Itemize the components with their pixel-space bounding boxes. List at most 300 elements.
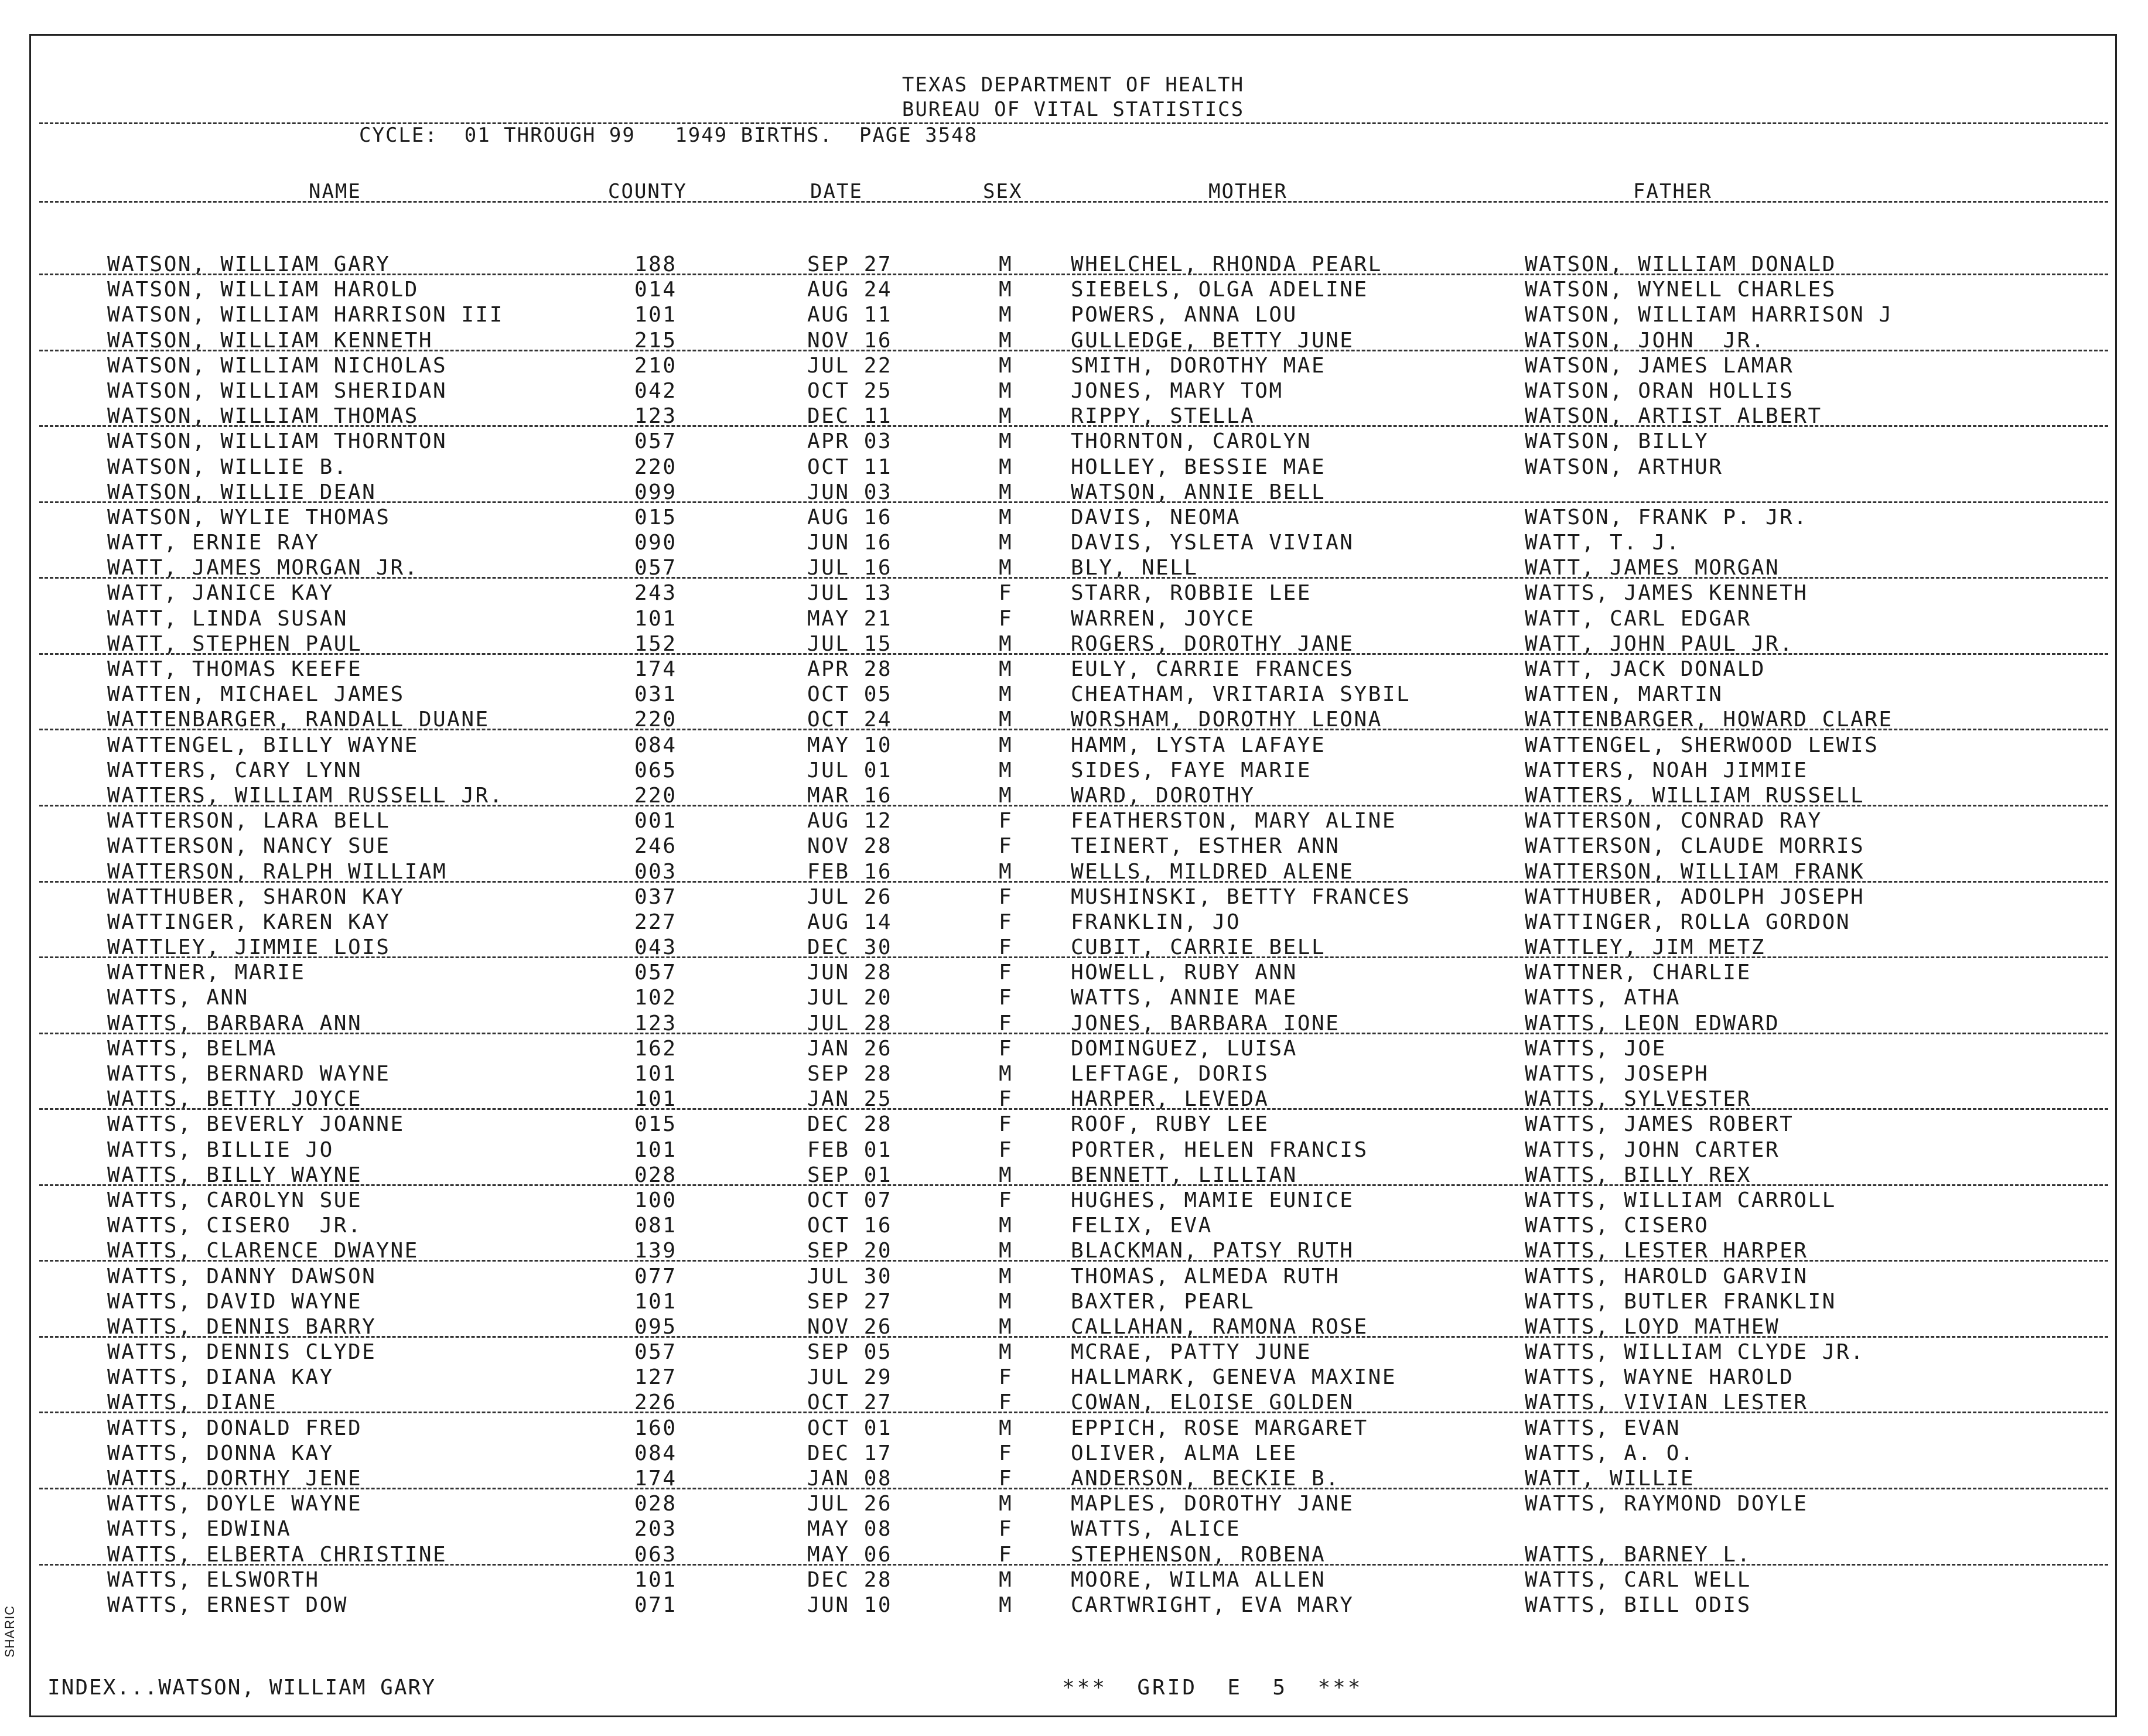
cell-date: MAY 21 <box>807 606 893 631</box>
cell-date: OCT 07 <box>807 1188 893 1212</box>
cell-county: 042 <box>634 378 677 403</box>
index-label: INDEX...WATSON, WILLIAM GARY <box>47 1676 436 1700</box>
cell-sex: M <box>999 278 1013 302</box>
cell-mother: MUSHINSKI, BETTY FRANCES <box>1071 884 1411 909</box>
cell-county: 095 <box>634 1314 677 1339</box>
cell-sex: M <box>999 1264 1013 1289</box>
table-row <box>31 1214 2115 1239</box>
table-row <box>31 935 2115 961</box>
col-header-date: DATE <box>810 180 863 203</box>
cell-date: SEP 20 <box>807 1239 893 1263</box>
cell-name: WATTS, DIANE <box>107 1390 278 1415</box>
table-row <box>31 1517 2115 1542</box>
cell-date: JUL 22 <box>807 353 893 378</box>
cell-name: WATTS, ERNEST DOW <box>107 1593 348 1617</box>
cell-county: 037 <box>634 884 677 909</box>
cell-sex: F <box>999 1112 1013 1137</box>
cell-name: WATTS, DOYLE WAYNE <box>107 1492 363 1516</box>
cell-father: WATTS, SYLVESTER <box>1525 1087 1751 1112</box>
cell-mother: SMITH, DOROTHY MAE <box>1071 353 1326 378</box>
cell-mother: RIPPY, STELLA <box>1071 404 1255 429</box>
cell-father: WATSON, WILLIAM DONALD <box>1525 252 1836 276</box>
cell-mother: HOWELL, RUBY ANN <box>1071 961 1297 985</box>
cell-sex: M <box>999 429 1013 454</box>
cell-mother: DOMINGUEZ, LUISA <box>1071 1036 1297 1061</box>
cell-father: WATT, WILLIE <box>1525 1467 1695 1491</box>
cell-sex: F <box>999 834 1013 859</box>
cell-father: WATTS, A. O. <box>1525 1441 1695 1465</box>
cell-date: SEP 27 <box>807 252 893 276</box>
cell-father: WATTS, VIVIAN LESTER <box>1525 1390 1808 1415</box>
cell-county: 160 <box>634 1416 677 1440</box>
cell-father: WATTHUBER, ADOLPH JOSEPH <box>1525 884 1865 909</box>
cell-date: NOV 16 <box>807 328 893 353</box>
cell-name: WATTEN, MICHAEL JAMES <box>107 682 405 707</box>
cell-sex: M <box>999 758 1013 782</box>
cell-name: WATT, THOMAS KEEFE <box>107 657 363 681</box>
table-row <box>31 1593 2115 1618</box>
table-row <box>31 1290 2115 1315</box>
cell-sex: M <box>999 480 1013 504</box>
cell-father: WATTS, LOYD MATHEW <box>1525 1314 1780 1339</box>
cell-sex: M <box>999 1239 1013 1263</box>
cell-date: OCT 27 <box>807 1390 893 1415</box>
column-header-divider <box>39 201 2108 203</box>
cell-name: WATTS, ELBERTA CHRISTINE <box>107 1542 448 1567</box>
cell-father: WATSON, BILLY <box>1525 429 1709 454</box>
cell-name: WATTS, BEVERLY JOANNE <box>107 1112 405 1137</box>
col-header-father: FATHER <box>1633 180 1712 203</box>
cell-name: WATTERSON, NANCY SUE <box>107 834 391 859</box>
cell-sex: M <box>999 556 1013 580</box>
cell-date: AUG 14 <box>807 910 893 934</box>
cell-county: 028 <box>634 1492 677 1516</box>
cell-date: FEB 01 <box>807 1137 893 1162</box>
cell-sex: M <box>999 783 1013 808</box>
cell-father: WATSON, WYNELL CHARLES <box>1525 278 1836 302</box>
table-row <box>31 404 2115 429</box>
table-row <box>31 910 2115 935</box>
grid-label: *** GRID E 5 *** <box>1062 1676 1363 1700</box>
cell-date: MAY 10 <box>807 733 893 757</box>
cell-date: JUN 03 <box>807 480 893 504</box>
col-header-sex: SEX <box>983 180 1023 203</box>
cell-mother: WATTS, ANNIE MAE <box>1071 986 1297 1010</box>
cell-date: FEB 16 <box>807 859 893 884</box>
cell-sex: M <box>999 328 1013 353</box>
table-row <box>31 429 2115 454</box>
cell-date: AUG 12 <box>807 809 893 833</box>
birth-records-table <box>31 252 2115 1618</box>
cell-date: JUL 20 <box>807 986 893 1010</box>
cell-county: 215 <box>634 328 677 353</box>
table-row <box>31 1315 2115 1340</box>
cell-date: JUL 30 <box>807 1264 893 1289</box>
cell-father: WATT, CARL EDGAR <box>1525 606 1751 631</box>
cell-sex: F <box>999 581 1013 606</box>
col-header-county: COUNTY <box>608 180 687 203</box>
table-row <box>31 1265 2115 1290</box>
cell-county: 101 <box>634 1137 677 1162</box>
col-header-name: NAME <box>309 180 361 203</box>
cell-mother: WHELCHEL, RHONDA PEARL <box>1071 252 1382 276</box>
cell-county: 243 <box>634 581 677 606</box>
cell-county: 220 <box>634 783 677 808</box>
cell-county: 057 <box>634 1340 677 1365</box>
cell-father: WATTS, LEON EDWARD <box>1525 1011 1780 1036</box>
table-row <box>31 480 2115 505</box>
cell-county: 152 <box>634 631 677 656</box>
cell-sex: M <box>999 505 1013 529</box>
cell-sex: M <box>999 1416 1013 1440</box>
cell-sex: M <box>999 657 1013 681</box>
cell-sex: F <box>999 1365 1013 1390</box>
cell-county: 220 <box>634 454 677 479</box>
cell-name: WATTHUBER, SHARON KAY <box>107 884 405 909</box>
cell-name: WATTS, DAVID WAYNE <box>107 1289 363 1314</box>
cell-name: WATT, LINDA SUSAN <box>107 606 348 631</box>
table-row <box>31 733 2115 758</box>
cell-county: 003 <box>634 859 677 884</box>
table-row <box>31 1239 2115 1264</box>
cell-father: WATSON, ARTHUR <box>1525 454 1723 479</box>
cell-name: WATTS, DONNA KAY <box>107 1441 334 1465</box>
cell-sex: F <box>999 606 1013 631</box>
cell-father: WATT, T. J. <box>1525 531 1681 555</box>
cell-county: 101 <box>634 303 677 327</box>
cell-sex: F <box>999 910 1013 934</box>
cell-father: WATTS, JAMES KENNETH <box>1525 581 1808 606</box>
table-row <box>31 1011 2115 1037</box>
cell-father: WATTERSON, CONRAD RAY <box>1525 809 1822 833</box>
cell-father: WATT, JACK DONALD <box>1525 657 1765 681</box>
cell-father: WATTERS, NOAH JIMMIE <box>1525 758 1808 782</box>
cell-name: WATTERS, CARY LYNN <box>107 758 363 782</box>
cell-father: WATTS, BARNEY L. <box>1525 1542 1751 1567</box>
cell-mother: WATTS, ALICE <box>1071 1517 1241 1542</box>
cell-sex: F <box>999 1036 1013 1061</box>
cell-name: WATTERS, WILLIAM RUSSELL JR. <box>107 783 504 808</box>
cell-sex: F <box>999 1011 1013 1036</box>
cell-date: APR 28 <box>807 657 893 681</box>
cell-name: WATSON, WILLIAM GARY <box>107 252 391 276</box>
cell-mother: BAXTER, PEARL <box>1071 1289 1255 1314</box>
cell-county: 101 <box>634 1289 677 1314</box>
cell-mother: WATSON, ANNIE BELL <box>1071 480 1326 504</box>
cell-mother: WELLS, MILDRED ALENE <box>1071 859 1354 884</box>
cell-sex: F <box>999 1517 1013 1542</box>
cell-sex: M <box>999 1062 1013 1086</box>
cell-father: WATTLEY, JIM METZ <box>1525 935 1765 960</box>
cell-sex: F <box>999 1087 1013 1112</box>
cell-name: WATSON, WILLIAM SHERIDAN <box>107 378 448 403</box>
cell-date: OCT 11 <box>807 454 893 479</box>
cell-date: DEC 11 <box>807 404 893 429</box>
cell-name: WATSON, WILLIE DEAN <box>107 480 377 504</box>
cell-county: 101 <box>634 606 677 631</box>
table-row <box>31 252 2115 278</box>
cell-father: WATTENBARGER, HOWARD CLARE <box>1525 708 1893 732</box>
cell-father: WATSON, ARTIST ALBERT <box>1525 404 1822 429</box>
cell-mother: FRANKLIN, JO <box>1071 910 1241 934</box>
cell-sex: M <box>999 404 1013 429</box>
cell-sex: F <box>999 986 1013 1010</box>
cell-mother: PORTER, HELEN FRANCIS <box>1071 1137 1368 1162</box>
cell-county: 174 <box>634 1467 677 1491</box>
cell-mother: MAPLES, DOROTHY JANE <box>1071 1492 1354 1516</box>
cell-date: JAN 26 <box>807 1036 893 1061</box>
cell-father: WATSON, WILLIAM HARRISON J <box>1525 303 1893 327</box>
cell-mother: CHEATHAM, VRITARIA SYBIL <box>1071 682 1411 707</box>
cell-sex: M <box>999 1214 1013 1238</box>
cell-name: WATTERSON, LARA BELL <box>107 809 391 833</box>
cell-name: WATTS, DIANA KAY <box>107 1365 334 1390</box>
cell-mother: MCRAE, PATTY JUNE <box>1071 1340 1312 1365</box>
table-row <box>31 632 2115 657</box>
cell-father: WATTS, JAMES ROBERT <box>1525 1112 1794 1137</box>
cell-father: WATTERSON, CLAUDE MORRIS <box>1525 834 1865 859</box>
table-row <box>31 505 2115 531</box>
table-row <box>31 758 2115 784</box>
cell-county: 162 <box>634 1036 677 1061</box>
cell-father: WATSON, JAMES LAMAR <box>1525 353 1794 378</box>
cell-sex: M <box>999 631 1013 656</box>
cell-name: WATSON, WILLIE B. <box>107 454 348 479</box>
cell-mother: THORNTON, CAROLYN <box>1071 429 1312 454</box>
cell-father: WATTS, CISERO <box>1525 1214 1709 1238</box>
cell-father: WATTS, CARL WELL <box>1525 1567 1751 1592</box>
cell-sex: F <box>999 884 1013 909</box>
cell-mother: ROOF, RUBY LEE <box>1071 1112 1269 1137</box>
cell-date: AUG 24 <box>807 278 893 302</box>
cell-sex: F <box>999 1467 1013 1491</box>
cell-mother: THOMAS, ALMEDA RUTH <box>1071 1264 1340 1289</box>
cell-mother: EULY, CARRIE FRANCES <box>1071 657 1354 681</box>
cell-date: JUN 10 <box>807 1593 893 1617</box>
cell-mother: CUBIT, CARRIE BELL <box>1071 935 1326 960</box>
cell-date: DEC 30 <box>807 935 893 960</box>
cell-county: 057 <box>634 961 677 985</box>
cell-sex: M <box>999 1593 1013 1617</box>
cell-name: WATTS, EDWINA <box>107 1517 292 1542</box>
cell-name: WATTS, CISERO JR. <box>107 1214 363 1238</box>
cell-date: OCT 16 <box>807 1214 893 1238</box>
cell-mother: HARPER, LEVEDA <box>1071 1087 1269 1112</box>
table-row <box>31 708 2115 733</box>
table-row <box>31 784 2115 809</box>
cell-mother: STEPHENSON, ROBENA <box>1071 1542 1326 1567</box>
cell-father: WATTEN, MARTIN <box>1525 682 1723 707</box>
cell-sex: F <box>999 809 1013 833</box>
cell-date: SEP 05 <box>807 1340 893 1365</box>
cell-name: WATTLEY, JIMMIE LOIS <box>107 935 391 960</box>
cell-date: SEP 01 <box>807 1163 893 1187</box>
cell-name: WATTS, CLARENCE DWAYNE <box>107 1239 419 1263</box>
cell-mother: MOORE, WILMA ALLEN <box>1071 1567 1326 1592</box>
cell-name: WATTS, ANN <box>107 986 249 1010</box>
cell-father: WATTS, EVAN <box>1525 1416 1681 1440</box>
table-row <box>31 657 2115 682</box>
cell-sex: M <box>999 1289 1013 1314</box>
cell-father: WATTS, BILLY REX <box>1525 1163 1751 1187</box>
table-row <box>31 986 2115 1011</box>
table-row <box>31 531 2115 556</box>
cell-mother: GULLEDGE, BETTY JUNE <box>1071 328 1354 353</box>
cell-county: 123 <box>634 404 677 429</box>
cell-mother: CARTWRIGHT, EVA MARY <box>1071 1593 1354 1617</box>
cell-father: WATTENGEL, SHERWOOD LEWIS <box>1525 733 1879 757</box>
cell-county: 077 <box>634 1264 677 1289</box>
cell-sex: F <box>999 1137 1013 1162</box>
cell-name: WATTS, CAROLYN SUE <box>107 1188 363 1212</box>
cell-county: 102 <box>634 986 677 1010</box>
cell-date: DEC 28 <box>807 1567 893 1592</box>
cell-date: JUL 01 <box>807 758 893 782</box>
cell-sex: M <box>999 708 1013 732</box>
cell-name: WATSON, WILLIAM THOMAS <box>107 404 419 429</box>
header-divider <box>39 122 2108 124</box>
cell-county: 015 <box>634 505 677 529</box>
cell-name: WATTS, BETTY JOYCE <box>107 1087 363 1112</box>
cell-father: WATT, JOHN PAUL JR. <box>1525 631 1794 656</box>
cell-father: WATTS, WILLIAM CARROLL <box>1525 1188 1836 1212</box>
report-subtitle: BUREAU OF VITAL STATISTICS <box>901 98 1245 121</box>
cell-sex: F <box>999 961 1013 985</box>
cell-date: JUL 13 <box>807 581 893 606</box>
cell-date: JUL 28 <box>807 1011 893 1036</box>
cell-father: WATTS, JOSEPH <box>1525 1062 1709 1086</box>
cell-father: WATTS, WILLIAM CLYDE JR. <box>1525 1340 1865 1365</box>
cell-father: WATTERSON, WILLIAM FRANK <box>1525 859 1865 884</box>
table-row <box>31 1543 2115 1568</box>
cell-mother: TEINERT, ESTHER ANN <box>1071 834 1340 859</box>
cell-name: WATTINGER, KAREN KAY <box>107 910 391 934</box>
cell-father: WATTS, LESTER HARPER <box>1525 1239 1808 1263</box>
cell-date: MAR 16 <box>807 783 893 808</box>
cell-father: WATTS, BILL ODIS <box>1525 1593 1751 1617</box>
cell-mother: WARD, DOROTHY <box>1071 783 1255 808</box>
cell-father: WATSON, ORAN HOLLIS <box>1525 378 1794 403</box>
cell-date: JUL 16 <box>807 556 893 580</box>
table-row <box>31 1365 2115 1390</box>
table-row <box>31 1390 2115 1416</box>
cell-county: 090 <box>634 531 677 555</box>
cell-county: 220 <box>634 708 677 732</box>
cell-sex: M <box>999 1567 1013 1592</box>
cell-date: JUN 16 <box>807 531 893 555</box>
cell-date: JUL 29 <box>807 1365 893 1390</box>
cell-mother: HOLLEY, BESSIE MAE <box>1071 454 1326 479</box>
cell-sex: M <box>999 252 1013 276</box>
cell-date: JUL 15 <box>807 631 893 656</box>
cell-mother: ROGERS, DOROTHY JANE <box>1071 631 1354 656</box>
cell-name: WATTENGEL, BILLY WAYNE <box>107 733 419 757</box>
cell-sex: M <box>999 682 1013 707</box>
cell-name: WATTS, DENNIS BARRY <box>107 1314 377 1339</box>
cell-mother: BENNETT, LILLIAN <box>1071 1163 1297 1187</box>
cell-date: SEP 28 <box>807 1062 893 1086</box>
cell-mother: POWERS, ANNA LOU <box>1071 303 1297 327</box>
cell-father: WATTS, JOE <box>1525 1036 1667 1061</box>
cell-county: 101 <box>634 1062 677 1086</box>
cell-name: WATTS, BILLY WAYNE <box>107 1163 363 1187</box>
cell-name: WATTS, DORTHY JENE <box>107 1467 363 1491</box>
cell-county: 188 <box>634 252 677 276</box>
table-row <box>31 303 2115 328</box>
cell-date: NOV 26 <box>807 1314 893 1339</box>
cell-mother: WORSHAM, DOROTHY LEONA <box>1071 708 1382 732</box>
cell-sex: M <box>999 1492 1013 1516</box>
table-row <box>31 278 2115 303</box>
cell-county: 101 <box>634 1567 677 1592</box>
cell-county: 210 <box>634 353 677 378</box>
cell-father: WATTS, JOHN CARTER <box>1525 1137 1780 1162</box>
table-row <box>31 1037 2115 1062</box>
cell-father: WATSON, FRANK P. JR. <box>1525 505 1808 529</box>
cell-mother: BLACKMAN, PATSY RUTH <box>1071 1239 1354 1263</box>
cell-county: 014 <box>634 278 677 302</box>
cell-mother: HAMM, LYSTA LAFAYE <box>1071 733 1326 757</box>
table-row <box>31 1138 2115 1163</box>
report-frame <box>29 34 2117 1717</box>
cell-county: 001 <box>634 809 677 833</box>
cell-mother: FELIX, EVA <box>1071 1214 1213 1238</box>
cell-name: WATTS, DONALD FRED <box>107 1416 363 1440</box>
cell-father: WATTS, WAYNE HAROLD <box>1525 1365 1794 1390</box>
cell-mother: JONES, MARY TOM <box>1071 378 1283 403</box>
cell-name: WATTNER, MARIE <box>107 961 306 985</box>
cell-name: WATSON, WILLIAM THORNTON <box>107 429 448 454</box>
cell-county: 174 <box>634 657 677 681</box>
cell-sex: M <box>999 454 1013 479</box>
cell-date: MAY 08 <box>807 1517 893 1542</box>
cell-sex: M <box>999 378 1013 403</box>
cell-county: 203 <box>634 1517 677 1542</box>
cell-name: WATTERSON, RALPH WILLIAM <box>107 859 448 884</box>
cell-name: WATSON, WILLIAM HAROLD <box>107 278 419 302</box>
cell-name: WATSON, WILLIAM KENNETH <box>107 328 433 353</box>
table-row <box>31 834 2115 859</box>
table-row <box>31 354 2115 379</box>
table-row <box>31 860 2115 885</box>
cell-father: WATTNER, CHARLIE <box>1525 961 1751 985</box>
cell-mother: CALLAHAN, RAMONA ROSE <box>1071 1314 1368 1339</box>
cell-sex: M <box>999 1340 1013 1365</box>
cell-sex: M <box>999 1163 1013 1187</box>
cell-date: JAN 08 <box>807 1467 893 1491</box>
cell-date: APR 03 <box>807 429 893 454</box>
cell-date: DEC 17 <box>807 1441 893 1465</box>
cell-date: JUN 28 <box>807 961 893 985</box>
cell-mother: JONES, BARBARA IONE <box>1071 1011 1340 1036</box>
cell-date: OCT 24 <box>807 708 893 732</box>
cell-county: 063 <box>634 1542 677 1567</box>
cell-name: WATTS, BELMA <box>107 1036 278 1061</box>
table-row <box>31 885 2115 910</box>
cell-date: AUG 16 <box>807 505 893 529</box>
cell-mother: BLY, NELL <box>1071 556 1198 580</box>
cell-sex: F <box>999 1542 1013 1567</box>
cell-name: WATSON, WILLIAM NICHOLAS <box>107 353 448 378</box>
table-row <box>31 455 2115 480</box>
table-row <box>31 1441 2115 1467</box>
table-row <box>31 1163 2115 1188</box>
cell-date: NOV 28 <box>807 834 893 859</box>
cell-county: 127 <box>634 1365 677 1390</box>
cell-county: 123 <box>634 1011 677 1036</box>
cell-name: WATSON, WYLIE THOMAS <box>107 505 391 529</box>
cell-county: 099 <box>634 480 677 504</box>
